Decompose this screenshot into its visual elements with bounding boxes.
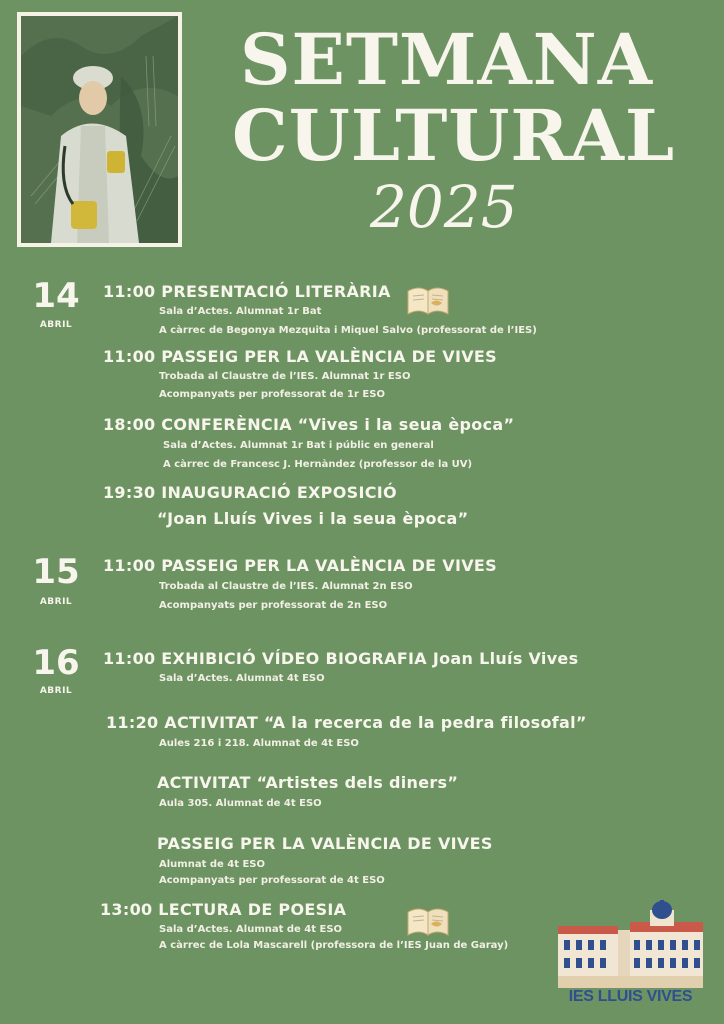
- event-title: 19:30 INAUGURACIÓ EXPOSICIÓ: [103, 483, 397, 502]
- event-title: 11:00 PRESENTACIÓ LITERÀRIA: [103, 282, 391, 301]
- event-detail: Trobada al Claustre de l’IES. Alumnat 1r ESO: [159, 371, 411, 382]
- school-name: IES LLUIS VIVES: [568, 988, 693, 1005]
- event-detail: A càrrec de Begonya Mezquita i Miquel Salvo (professorat de l’IES): [159, 325, 537, 336]
- event-detail: Sala d’Actes. Alumnat de 4t ESO: [159, 924, 343, 935]
- open-book-icon: [405, 904, 451, 938]
- event-detail: Alumnat de 4t ESO: [159, 859, 266, 870]
- event-title: 11:00 EXHIBICIÓ VÍDEO BIOGRAFIA Joan Lluís Vives: [103, 649, 579, 668]
- event-detail: A càrrec de Lola Mascarell (professora de l’IES Juan de Garay): [159, 940, 509, 951]
- event-detail: Acompanyats per professorat de 4t ESO: [159, 875, 385, 886]
- event-detail: Acompanyats per professorat de 1r ESO: [159, 389, 385, 400]
- vives-portrait-illustration: [21, 16, 178, 243]
- event-title: 11:00 PASSEIG PER LA VALÈNCIA DE VIVES: [103, 556, 497, 575]
- event-title: PASSEIG PER LA VALÈNCIA DE VIVES: [157, 834, 493, 853]
- event-title: 11:00 PASSEIG PER LA VALÈNCIA DE VIVES: [103, 347, 497, 366]
- event-detail: Aula 305. Alumnat de 4t ESO: [159, 798, 322, 809]
- day-month: ABRIL: [39, 686, 73, 696]
- event-detail: Sala d’Actes. Alumnat 1r Bat: [159, 306, 322, 317]
- open-book-icon: [405, 283, 451, 317]
- day-month: ABRIL: [39, 320, 73, 330]
- school-logo: [558, 900, 703, 1012]
- event-detail: Acompanyats per professorat de 2n ESO: [159, 600, 388, 611]
- day-number: 15: [32, 552, 80, 592]
- event-detail: Sala d’Actes. Alumnat 1r Bat i públic en general: [163, 440, 434, 451]
- event-detail: Sala d’Actes. Alumnat 4t ESO: [159, 673, 325, 684]
- event-title: ACTIVITAT “Artistes dels diners”: [157, 773, 459, 792]
- vives-portrait: [17, 12, 182, 247]
- event-detail: Trobada al Claustre de l’IES. Alumnat 2n ESO: [159, 581, 413, 592]
- event-title: 18:00 CONFERÈNCIA “Vives i la seua època”: [103, 415, 515, 434]
- event-detail: Aules 216 i 218. Alumnat de 4t ESO: [159, 738, 359, 749]
- title-line-1: SETMANA: [240, 18, 654, 101]
- day-number: 14: [32, 276, 80, 316]
- title-line-2: CULTURAL: [232, 94, 676, 177]
- school-building-icon: [558, 900, 703, 988]
- day-month: ABRIL: [39, 597, 73, 607]
- year: 2025: [370, 173, 518, 241]
- day-number: 16: [32, 643, 80, 683]
- event-title: 13:00 LECTURA DE POESIA: [100, 900, 347, 919]
- event-subtitle: “Joan Lluís Vives i la seua època”: [157, 509, 469, 528]
- event-title: 11:20 ACTIVITAT “A la recerca de la pedra filosofal”: [106, 713, 587, 732]
- event-detail: A càrrec de Francesc J. Hernàndez (professor de la UV): [163, 459, 473, 470]
